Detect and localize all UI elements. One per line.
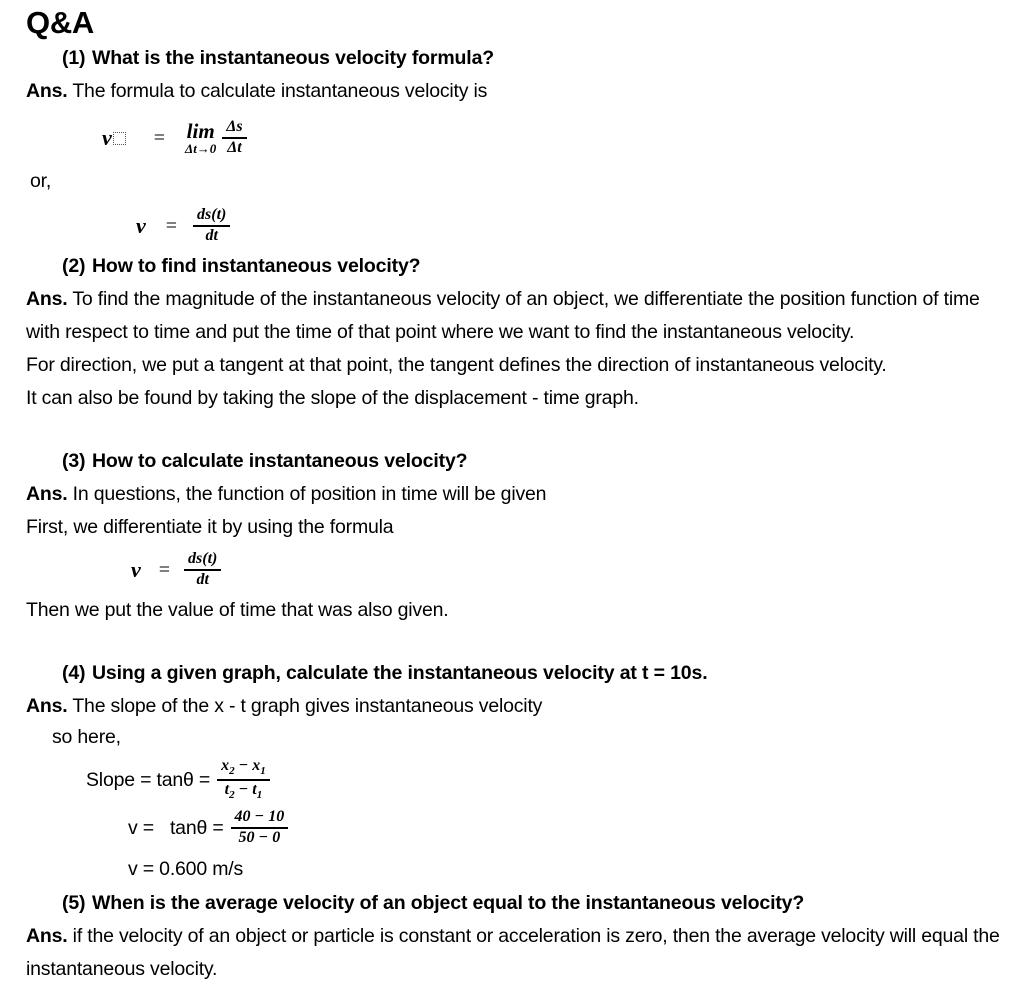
fraction-numerator [217,758,270,779]
num-minus: − [234,757,253,775]
fraction-denominator: 50 − 0 [238,829,281,846]
question-heading-2 [62,250,1024,283]
fraction-denominator [221,781,267,802]
question-heading-1 [62,42,1024,75]
question-text-3: How to calculate instantaneous velocity? [92,450,468,472]
den-t2-sub: 2 [229,789,235,802]
question-text-1: What is the instantaneous velocity formula? [92,47,495,69]
fraction-ds-dt-q3 [184,551,221,589]
fraction-delta-x-delta-t [217,758,270,801]
fraction-numeric-slope [231,809,289,847]
question-number-4: (4) [62,662,86,684]
question-text-2: How to find instantaneous velocity? [92,255,421,277]
answer-label-1: Ans. [26,80,68,102]
formula-derivative-position [136,204,1024,248]
fraction-delta-s-delta-t [222,119,246,157]
qa-item-2 [0,250,1024,415]
answer-paragraph-2c: It can also be found by taking the slope of the displacement - time graph. [26,387,639,409]
question-heading-3 [62,445,1024,478]
section-spacer-2 [0,627,1024,657]
answer-text-3: In questions, the function of position in time will be given [67,483,547,505]
question-number-5: (5) [62,892,86,914]
answer-paragraph-2b: For direction, we put a tangent at that point, the tangent defines the direction of instantaneous velocity. [26,354,887,376]
qa-item-3 [0,445,1024,627]
question-heading-4 [62,657,1024,690]
qa-item-4 [0,657,1024,884]
answer-paragraph-4b: so here, [52,726,121,748]
answer-label-4: Ans. [26,695,68,717]
formula-velocity-numeric [128,804,1024,852]
fraction-denominator: dt [196,571,209,588]
fraction-numerator: Δs [226,118,243,136]
den-t1: t [252,781,257,798]
answer-text-1: The formula to calculate instantaneous velocity is [67,80,488,102]
formula2-equals-sign: = [165,215,178,237]
den-t2: t [224,781,230,798]
answer-text-4: The slope of the x - t graph gives instantaneous velocity [67,695,543,717]
fraction-numerator: ds(t) [197,206,227,224]
answer-text-5: if the velocity of an object or particle is constant or acceleration is zero, then the average velocity will equal the instantaneous velocity. [26,925,1000,980]
num-x1: x [252,757,261,775]
question-number-2: (2) [62,255,86,277]
question-heading-5 [62,887,1024,920]
answer-paragraph-3 [26,478,1010,511]
fraction-numerator: ds(t) [188,550,218,568]
limit-operator-group [185,121,216,155]
fraction-numerator: 40 − 10 [234,808,285,826]
question-number-1: (1) [62,47,86,69]
qa-item-1 [0,42,1024,248]
connector-or: or, [30,170,52,192]
qa-item-5 [0,887,1024,986]
answer-label-2: Ans. [26,288,68,310]
num-x2-sub: 2 [229,765,235,778]
num-x1-sub: 1 [260,765,266,778]
question-text-4: Using a given graph, calculate the instantaneous velocity at t = 10s. [92,662,708,684]
formula-instantaneous-velocity-limit [102,117,1024,159]
slope-label: Slope = tanθ = [86,768,211,791]
subscript-placeholder-box-icon [113,132,126,145]
formula-slope-definition [86,758,1024,802]
formula1-equals-sign: = [153,127,166,149]
fraction-denominator: Δt [227,139,242,156]
formula2-lhs-variable: v [136,213,146,238]
section-spacer [0,415,1024,445]
formula1-lhs-variable: v [102,125,112,150]
limit-subscript-label: Δt→0 [185,141,217,156]
answer-paragraph-1 [26,75,1010,108]
answer-paragraph-3b: First, we differentiate it by using the formula [26,516,394,538]
answer-paragraph-4 [26,690,1010,723]
fraction-denominator: dt [205,227,218,244]
page-title: Q&A [26,5,94,40]
answer-paragraph-5 [26,920,1010,986]
velocity-result: v = 0.600 m/s [128,858,243,880]
question-text-5: When is the average velocity of an object equal to the instantaneous velocity? [92,892,805,914]
document-page [0,4,1024,996]
answer-paragraph-3c: Then we put the value of time that was also given. [26,599,449,621]
den-minus: − [234,781,253,798]
den-t1-sub: 1 [256,789,263,802]
limit-operator-label: lim [186,119,215,143]
answer-paragraph-2 [26,283,1010,349]
fraction-ds-dt [193,207,230,245]
formula-derivative-position-q3 [131,548,1024,592]
answer-label-5: Ans. [26,925,68,947]
question-number-3: (3) [62,450,86,472]
formula3-lhs-variable: v [131,557,141,582]
velocity-label: v = [128,816,154,839]
tangent-label: tanθ = [169,816,224,839]
formula3-equals-sign: = [158,559,171,581]
num-x2: x [221,757,230,775]
answer-label-3: Ans. [26,483,68,505]
answer-text-2: To find the magnitude of the instantaneous velocity of an object, we differentiate the position function of time with respect to time and put the time of that point where we want to find the instantaneous velocity. [26,288,980,343]
